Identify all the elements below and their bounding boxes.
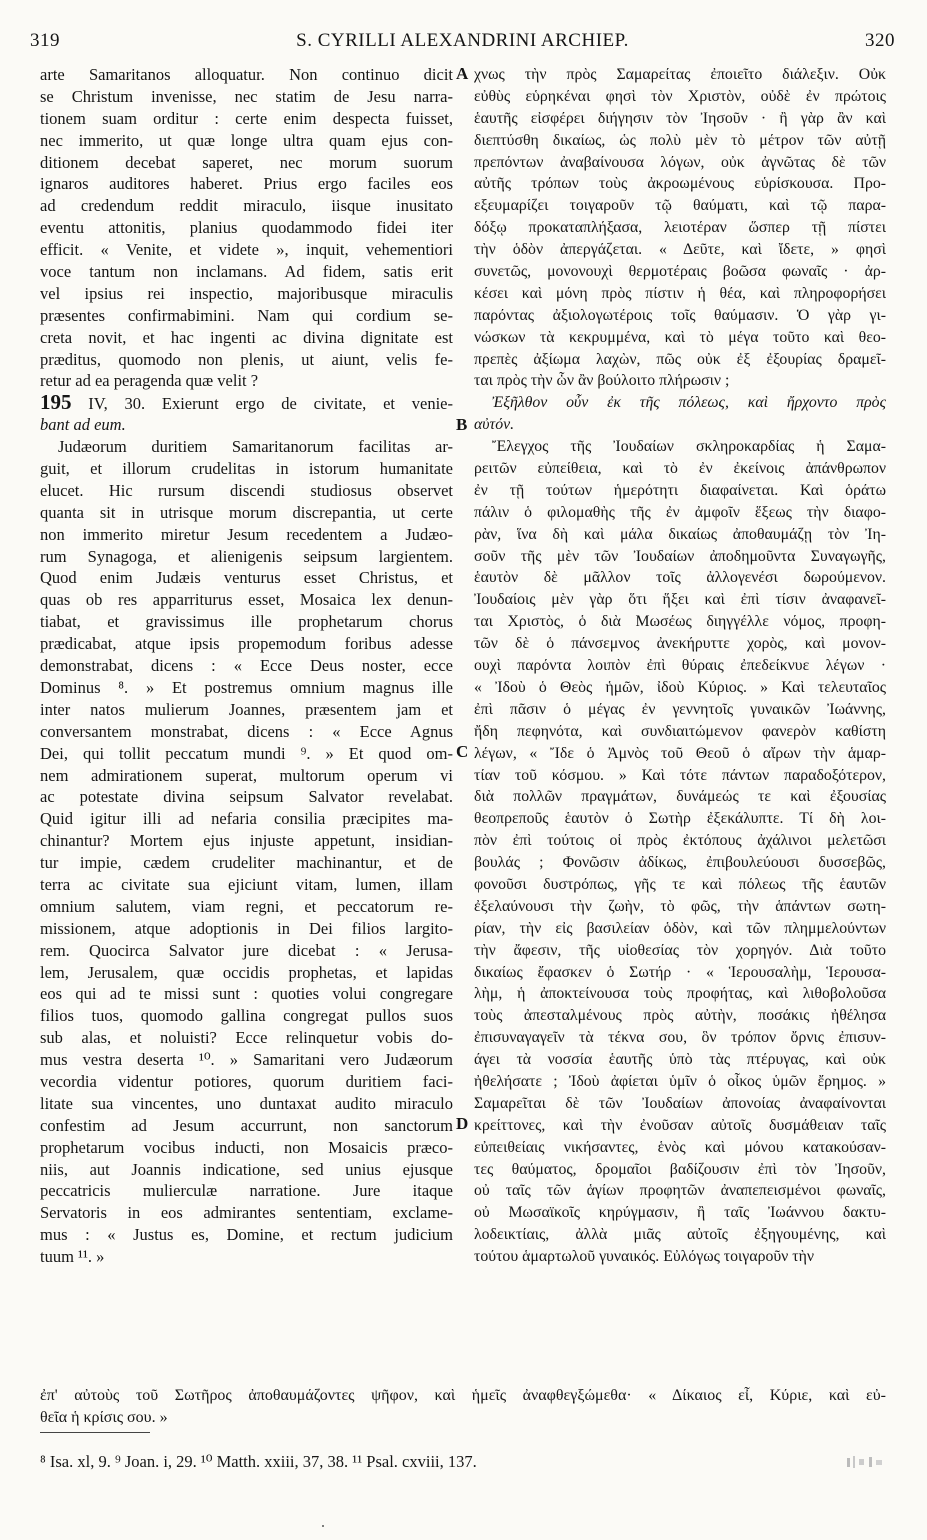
greek-line: αὐτόν. (474, 416, 515, 434)
latin-line: tionem suam orditur : certe enim despecta fuisset, (40, 108, 453, 128)
latin-line: quanta sit in utrisque morum discrepantia, ut certe (40, 502, 453, 522)
latin-line: demonstrabat, dicens : « Ecce Deus noster, ecce (40, 656, 453, 676)
greek-line: οὐ ταῖς τῶν ἁγίων προφητῶν ἀναπεπεισμένοι φωναῖς, (474, 1182, 886, 1200)
greek-line: τοὺς ἀπεσταλμένους πρὸς αὐτὴν, ποσάκις ἠθέλησα (474, 1007, 886, 1025)
greek-line: ται Χριστὸς, ὁ διὰ Μωσέως διηγγέλλε νόμος, προφη- (474, 613, 886, 631)
latin-line: vel ipsius rei inspectio, majoribusque miraculis (40, 283, 453, 303)
latin-line: lem, Jerusalem, quæ occidis prophetas, et lapidas (40, 962, 453, 982)
greek-line: τες θαύματος, δρομαῖοι βαδίζουσιν ἐπὶ τὸν Ἰησοῦν, (474, 1160, 886, 1178)
latin-line: prædicabat, atque ipsis propemodum foribus adesse (40, 634, 453, 654)
greek-line: πρεπόντων ἀναβαίνουσα λόγων, οὐκ ἀγνῶτας δὲ τῶν (474, 153, 886, 171)
greek-line: βουλάς ; Φονῶσιν ἀδίκως, ἐπιβουλεύουσι δυσσεβῶς, (474, 854, 886, 872)
latin-line: rum Synagoga, et alienigenis seipsum largientem. (40, 546, 453, 566)
latin-line: bant ad eum. (40, 415, 126, 435)
latin-line (40, 392, 453, 414)
closing-line: ἐπ' αὐτοὺς τοῦ Σωτῆρος ἀποθαυμάζοντες ψῆφον, καὶ ἡμεῖς ἀναφθεγξώμεθα· « Δίκαιος εἶ, Κύριε, καὶ εὐ- (40, 1387, 886, 1404)
greek-line: κρείττονες, καὶ τὴν ἐνοῦσαν αὐτοῖς δυσμάθειαν ταῖς (474, 1116, 886, 1134)
running-header (30, 30, 895, 58)
latin-line: ad credendum reddit miraculo, iisque inusitato (40, 196, 453, 216)
greek-line: « Ἰδοὺ ὁ Θεὸς ἡμῶν, ἰδοὺ Κύριος. » Καὶ τελευταῖος (474, 678, 886, 696)
ink-smudge-icon (845, 1454, 885, 1470)
greek-line: πὸν ἐπὶ τούτοις οἱ πρὸς ἐκτόπους ἀχάλινοι μελετῶσι (474, 832, 886, 850)
latin-line: missionem, atque adoptionis in Dei filios largito- (40, 918, 453, 938)
latin-line: inter natos mulierum Joannes, præsentem jam et (40, 699, 453, 719)
latin-line: tiabat, et gravissimus ille prophetarum chorus (40, 612, 453, 632)
latin-line: efficit. « Venite, et videte », inquit, vehementiori (40, 240, 453, 260)
greek-line: πρεπὲς ἀξίωμα λαχὼν, πῶς οὐκ ἐξ ἐξουρίας δραμεῖ- (474, 350, 886, 368)
latin-line: elucet. Hic rursum discendi studiosus observet (40, 480, 453, 500)
greek-line: Ἔλεγχος τῆς Ἰουδαίων σκληροκαρδίας ἡ Σαμα- (492, 438, 886, 456)
latin-line: terra ac civitate sua ejiciunt vitam, lumen, illam (40, 874, 453, 894)
greek-line: τῶν δὲ ὁ πάνσεμνος ἀνεκήρυττε χορὸς, καὶ μονον- (474, 635, 886, 653)
latin-line: præditus, quomodo non plenis, ut aiunt, velis fe- (40, 349, 453, 369)
latin-line: Servatoris in eos admirantes sententiam, exclame- (40, 1203, 453, 1223)
greek-line: ἐπὶ πᾶσιν ὁ μέγας ἐν γεννητοῖς γυναικῶν Ἰωάννης, (474, 700, 886, 718)
greek-line: εὐπειθείαις νικήσαντες, ἑνὸς καὶ μόνου κατακούσαν- (474, 1138, 886, 1156)
greek-line: συνετῶς, μονονουχὶ θερμοτέραις βοῶσα φωναῖς · ἀρ- (474, 263, 886, 281)
greek-line: λοδεικτίαις, ἀλλὰ μιᾶς αὐτοῖς ἐξηγουμένης, καὶ (474, 1226, 886, 1244)
greek-line: τὴν ὁδὸν ἀπεργάζεται. « Δεῦτε, καὶ ἴδετε, » φησὶ (474, 241, 886, 259)
latin-line: eventu attonitis, planius quodammodo fidei iter (40, 218, 453, 238)
latin-line: rem. Quocirca Salvator jure dicebat : « Jerusa- (40, 940, 453, 960)
latin-line: chinantur? Mortem ejus injuste appetunt, insidian- (40, 831, 453, 851)
latin-line: mus : « Justus es, Domine, et rectum judicium (40, 1225, 453, 1245)
latin-line: nem admirationem superat, multorum operum vi (40, 765, 453, 785)
greek-line: Ἐξῆλθον οὖν ἐκ τῆς πόλεως, καὶ ἤρχοντο πρὸς (492, 394, 886, 412)
running-title: S. CYRILLI ALEXANDRINI ARCHIEP. (296, 30, 629, 51)
margin-marker-c: C (456, 742, 469, 761)
footnotes: ⁸ Isa. xl, 9. ⁹ Joan. i, 29. ¹⁰ Matth. xxiii, 37, 38. ¹¹ Psal. cxviii, 137. (40, 1452, 477, 1471)
latin-line: omnium salutem, viam regni, et peccatorum re- (40, 896, 453, 916)
latin-line: sub alas, et noluisti? Ecce relinquetur vobis do- (40, 1028, 453, 1048)
latin-line: non immerito miretur Jesum recedentem a Judæo- (40, 524, 453, 544)
latin-line: litate sua vincentes, uno duntaxat audito miraculo (40, 1093, 453, 1113)
greek-line: ρίαν, τὴν εἰς βασιλείαν ὁδὸν, καὶ τῶν πλημμελούντων (474, 919, 886, 937)
greek-line: αὐτῆς τρόπων τοὺς ἀκροωμένους εὑρίσκουσα. Προ- (474, 175, 886, 193)
section-heading-text: IV, 30. Exierunt ergo de civitate, et venie- (88, 394, 453, 414)
latin-line: præsentes confirmabimini. Nam qui cordium se- (40, 305, 453, 325)
latin-line: peccatricis mulierculæ narratione. Jure itaque (40, 1181, 453, 1201)
greek-line: νώσκων τὰ κεκρυμμένα, καὶ τὸ μέγα τοῦτο καὶ θεο- (474, 328, 886, 346)
page-number-right: 320 (865, 30, 895, 51)
greek-line: πάλιν ὁ φιλομαθὴς τῆς ἐν ἀμφοῖν ἕξεως τὴν διαφο- (474, 503, 886, 521)
latin-line: mus vestra deserta ¹⁰. » Samaritani vero Judæorum (40, 1050, 453, 1070)
latin-line: Judæorum duritiem Samaritanorum facilitas ar- (58, 437, 453, 457)
greek-line: Σαμαρεῖται δὲ τῶν Ἰουδαίων ἀπονοίας ἀναφαίνονται (474, 1094, 886, 1112)
greek-line: ρειτῶν εὐπείθεια, καὶ τὸ ἐν ἐκείνοις ἀπάνθρωπον (474, 460, 886, 478)
greek-line: ἐξελαύνουσι τὴν ζωὴν, τὸ φῶς, τὴν ἁπάντων σωτη- (474, 897, 886, 915)
latin-line: ac potestate divina seipsum Salvator revelabat. (40, 787, 453, 807)
greek-line: ἤδη πεφηνότα, καὶ συνδιαιτώμενον φανερὸν καθίστη (474, 722, 886, 740)
latin-line: confestim ad Jesum accurrunt, non sanctorum (40, 1115, 453, 1135)
greek-line: χνως τὴν πρὸς Σαμαρείτας ἐποιεῖτο διάλεξιν. Οὐκ (474, 66, 886, 83)
latin-column (40, 64, 453, 1268)
section-number: 195 (40, 392, 72, 415)
greek-line: θεοπρεποῦς ἑαυτὸν ὁ Σωτὴρ ἐξεκάλυπτε. Τί δὴ λοι- (474, 810, 886, 828)
greek-line: διεπτύσθη δικαίως, ὡς πολὺ μὲν τὸ μέτρον τῶν αὐτῇ (474, 131, 886, 149)
latin-line: prophetarum vocibus inducti, non Mosaicis præco- (40, 1137, 453, 1157)
margin-marker-d: D (456, 1114, 469, 1133)
latin-line: nec immerito, ut quæ longe ultra quam ejus con- (40, 130, 453, 150)
greek-line: ουχὶ παρόντα λοιπὸν ἐπὶ θύραις ἐπεδείκνυε λέγων · (474, 657, 886, 675)
greek-line: εξευμαρίζει τοιγαροῦν τῷ θαύματι, καὶ τῷ παρα- (474, 197, 886, 215)
greek-line: τούτου ἁμαρτωλοῦ γυναικός. Εὐλόγως τοιγαροῦν τὴν (474, 1248, 815, 1266)
footnote-rule (40, 1432, 150, 1433)
latin-line: arte Samaritanos alloquatur. Non continuo dicit (40, 65, 453, 84)
greek-line: δικαίως ἔφασκεν ὁ Σωτήρ · « Ἱερουσαλὴμ, Ἱερουσα- (474, 963, 886, 981)
greek-line: εὐθὺς εὑρηκέναι φησὶ τὸν Χριστὸν, οὐδὲ ἐν πρώτοις (474, 87, 886, 105)
greek-line: άγει τὰ νοσσία ἑαυτῆς ὑπὸ τὰς πτέρυγας, καὶ οὐκ (474, 1051, 886, 1069)
greek-line: ἠθελήσατε ; Ἰδοὺ ἀφίεται ὑμῖν ὁ οἶκος ὑμῶν ἔρημος. » (474, 1072, 886, 1090)
latin-line: niis, aut Joannis indicatione, sed unius ejusque (40, 1159, 453, 1179)
greek-line: λὴμ, ἡ ἀποκτείνουσα τοὺς προφήτας, καὶ λιθοβολοῦσα (474, 985, 886, 1003)
latin-line: guit, et illorum crudelitas in istorum humanitate (40, 459, 453, 479)
latin-line: tuum ¹¹. » (40, 1247, 105, 1267)
latin-line: se Christum invenisse, nec statim de Jesu narra- (40, 86, 453, 106)
greek-line: Ἰουδαίοις μὲν γὰρ ὅτι ἥξει καὶ ἐπὶ τίσιν ἀναφανεῖ- (474, 591, 886, 609)
latin-line: tur impie, cædem crudeliter machinantur, et de (40, 853, 453, 873)
greek-line: διὰ πολλῶν πραγμάτων, δυνάμεώς τε καὶ ἐξουσίας (474, 788, 886, 806)
latin-line: creta novit, et hac ingenti ac divina dignitate est (40, 327, 453, 347)
latin-line: Dominus ⁸. » Et postremus omnium magnus ille (40, 677, 453, 697)
latin-line: ignaros auditores haberet. Prius ergo faciles eos (40, 174, 453, 194)
greek-line: ἑαυτὸν δὲ μᾶλλον τοῖς ἀλλογενέσι δωρούμενον. (474, 569, 886, 587)
greek-line: κέσει καὶ μόνη πρὸς πίστιν ἡ θέα, καὶ πληροφορήσει (474, 284, 886, 302)
greek-line: τὴν ἄφεσιν, τῆς υἱοθεσίας τὸν χορηγόν. Διὰ τοῦτο (474, 941, 886, 959)
page-number-left: 319 (30, 30, 60, 51)
latin-line: vecordia videntur potiores, quorum duritiem faci- (40, 1071, 453, 1091)
greek-line: λέγων, « Ἴδε ὁ Ἀμνὸς τοῦ Θεοῦ ὁ αἴρων τὴν ἁμαρ- (474, 744, 886, 762)
greek-line: οὐ Μωσαϊκοῖς κηρύγμασιν, ἢ ταῖς Ἰωάννου δακτυ- (474, 1204, 886, 1222)
latin-line: Quid igitur illi ad nefaria consilia præcipites ma- (40, 809, 453, 829)
closing-lines (40, 1385, 886, 1429)
latin-line: Quod enim Judæis venturus esset Christus, et (40, 568, 453, 588)
closing-line: θεῖα ἡ κρίσις σου. » (40, 1409, 168, 1426)
greek-line: ρὰν, ἵνα δὴ καὶ μάλα δικαίως ἀποθαυμάζῃ τὸν Ἰη- (474, 525, 886, 543)
greek-line: παρόντας ἀξιολογωτέροις τοῖς θαύμασιν. Ὁ γὰρ γι- (474, 306, 886, 324)
greek-line: φονοῦσι δυστρόπως, γῆς τε καὶ πόλεως τῆς ἑαυτῶν (474, 875, 886, 893)
latin-line: eos qui ad te missi sunt : quoties volui congregare (40, 984, 453, 1004)
greek-line: ται πρὸς τὴν ὧν ἂν βούλοιτο πλήρωσιν ; (474, 372, 730, 390)
latin-line: ditionem decebat saperet, nec morum suorum (40, 152, 453, 172)
greek-line: ἐν τῇ τούτων ἡμερότητι διαφαίνεται. Καὶ ὁράτω (474, 481, 886, 499)
latin-line: quas ob res apparriturus esset, Mosaica lex denun- (40, 590, 453, 610)
greek-line: τίαν τοῦ κόσμου. » Καὶ τότε πάντων παραδοξότερον, (474, 766, 886, 784)
latin-line: Dei, qui tollit peccatum mundi ⁹. » Et quod om- (40, 743, 453, 763)
greek-column (474, 64, 886, 1268)
latin-line: filios tuos, quomodo gallina congregat pullos suos (40, 1006, 453, 1026)
greek-line: δόξῳ προκαταπλήξασα, λειοτέραν ὥσπερ τῇ πίστει (474, 219, 886, 237)
greek-line: ἑαυτῆς εἰσφέρει διήγησιν τὸν Ἰησοῦν · ἢ γὰρ ἂν καὶ (474, 109, 886, 127)
latin-line: voce tantum non inclamans. Ad fidem, satis erit (40, 262, 453, 282)
margin-marker-b: B (456, 415, 468, 434)
latin-line: conversantem monstrabat, dicens : « Ecce Agnus (40, 721, 453, 741)
stray-mark (322, 1525, 324, 1527)
greek-line: σοῦν τῆς μὲν τῶν Ἰουδαίων ἀποδημοῦντα Συναγωγῆς, (474, 547, 886, 565)
greek-line: ἐπισυναγαγεῖν τὰ τέκνα σου, ὃν τρόπον ὄρνις ἐπισυν- (474, 1029, 886, 1047)
latin-line: retur ad ea peragenda quæ velit ? (40, 371, 259, 391)
margin-marker-a: A (456, 64, 469, 83)
